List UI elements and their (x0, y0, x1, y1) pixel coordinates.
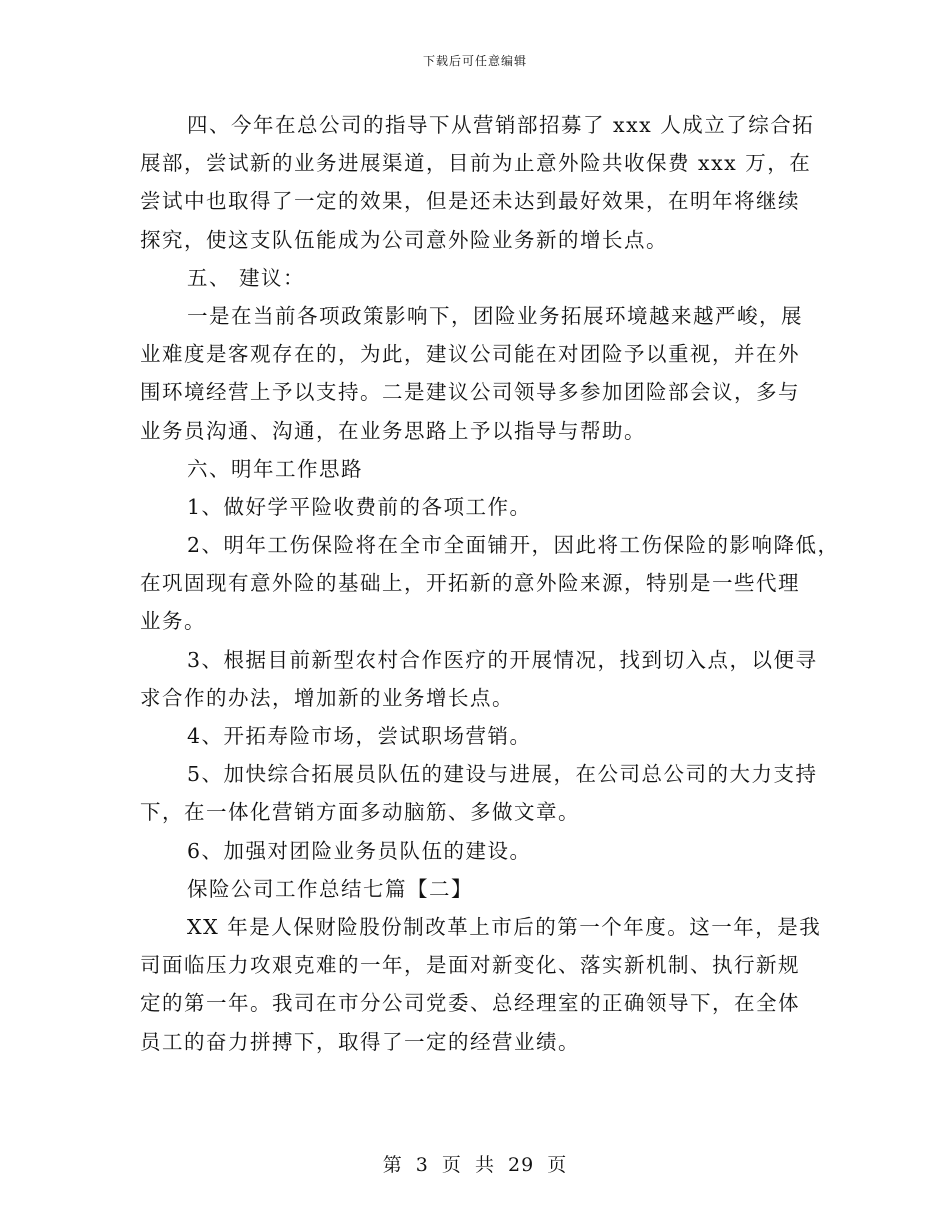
list-item: 2、明年工伤保险将在全市全面铺开，因此将工伤保险的影响降低， (187, 533, 840, 558)
document-body (140, 106, 840, 1061)
text-line: 下，在一体化营销方面多动脑筋、多做文章。 (140, 800, 580, 825)
text-line: 围环境经营上予以支持。二是建议公司领导多参加团险部会议，多与 (140, 380, 800, 405)
text-line: 业务。 (140, 609, 206, 634)
text-line: 求合作的办法，增加新的业务增长点。 (140, 685, 514, 710)
section-heading: 五、 建议： (187, 265, 306, 290)
text-line: 在巩固现有意外险的基础上，开拓新的意外险来源，特别是一些代理 (140, 571, 800, 596)
list-item: 5、加快综合拓展员队伍的建设与进展，在公司总公司的大力支持 (187, 762, 818, 787)
text-line: 司面临压力攻艰克难的一年，是面对新变化、落实新机制、执行新规 (140, 953, 800, 978)
page-header: 下载后可任意编辑 (422, 54, 527, 68)
list-item: 3、根据目前新型农村合作医疗的开展情况，找到切入点，以便寻 (187, 647, 818, 672)
page-footer: 第 3 页 共 29 页 (382, 1154, 568, 1176)
section-heading: 六、明年工作思路 (187, 456, 363, 481)
text-line: 探究，使这支队伍能成为公司意外险业务新的增长点。 (140, 227, 668, 252)
text-line: XX 年是人保财险股份制改革上市后的第一个年度。这一年，是我 (187, 914, 822, 939)
text-line: 定的第一年。我司在市分公司党委、总经理室的正确领导下，在全体 (140, 991, 800, 1016)
text-line: 一是在当前各项政策影响下，团险业务拓展环境越来越严峻，展 (187, 303, 803, 328)
text-line: 四、今年在总公司的指导下从营销部招募了 xxx 人成立了综合拓 (187, 113, 815, 137)
text-line: 业务员沟通、沟通，在业务思路上予以指导与帮助。 (140, 418, 646, 443)
text-line: 员工的奋力拼搏下，取得了一定的经营业绩。 (140, 1029, 580, 1054)
text-line: 展部，尝试新的业务进展渠道，目前为止意外险共收保费 xxx 万，在 (140, 151, 812, 176)
list-item: 4、开拓寿险市场，尝试职场营销。 (187, 724, 532, 748)
list-item: 6、加强对团险业务员队伍的建设。 (187, 838, 532, 863)
section-heading: 保险公司工作总结七篇【二】 (187, 876, 473, 901)
text-line: 尝试中也取得了一定的效果，但是还未达到最好效果，在明年将继续 (140, 189, 800, 214)
text-line: 业难度是客观存在的，为此，建议公司能在对团险予以重视，并在外 (140, 342, 800, 367)
list-item: 1、做好学平险收费前的各项工作。 (187, 494, 532, 519)
